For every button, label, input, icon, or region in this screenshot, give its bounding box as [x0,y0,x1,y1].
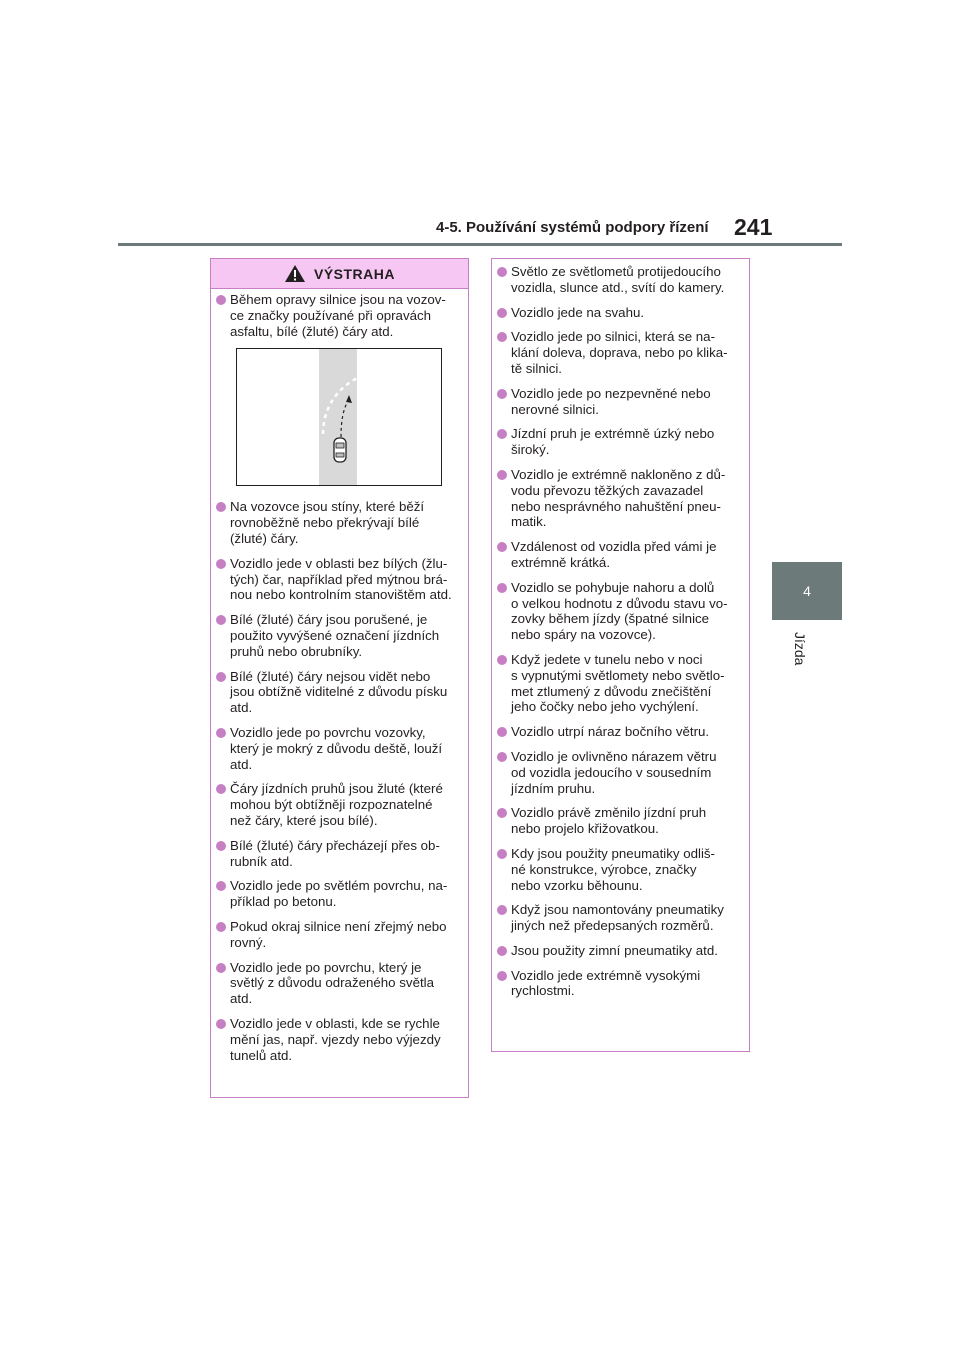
bullet-icon [497,470,507,480]
list-item [497,329,744,376]
list-item-text: Když jedete v tunelu nebo v noci s vypnutými světlomety nebo světlo- met ztlumený z důvodu znečištění jeho čočky nebo jeho vychýlení. [511,651,725,715]
chapter-tab [772,562,842,620]
list-item-text: Vozidlo jede na svahu. [511,304,645,320]
list-item [216,612,463,659]
bullet-icon [216,841,226,851]
list-item-text: Kdy jsou použity pneumatiky odliš- né konstrukce, výrobce, značky nebo vzorku běhounu. [511,845,715,893]
list-item-text: Vozidlo právě změnilo jízdní pruh nebo projelo křižovatkou. [511,805,707,837]
list-item [497,580,744,643]
list-item [497,724,744,740]
list-item [497,902,744,934]
list-item [497,386,744,418]
list-item [497,943,744,959]
list-item-text: Vozidlo je extrémně nakloněno z dů- vodu převozu těžkých zavazadel nebo nesprávného nahuštění pneu- matik. [511,466,726,530]
list-item-text: Vozidlo jede po světlém povrchu, na- příklad po betonu. [230,878,448,910]
list-item [497,305,744,321]
warning-list-right [492,259,749,999]
warning-list [211,289,468,339]
list-item [216,781,463,828]
bullet-icon [216,784,226,794]
list-item [216,919,463,951]
list-item [216,838,463,870]
list-item [216,725,463,772]
bullet-icon [216,922,226,932]
bullet-icon [497,905,507,915]
list-item [216,499,463,546]
bullet-icon [497,849,507,859]
bullet-icon [497,752,507,762]
bullet-icon [216,615,226,625]
bullet-icon [216,559,226,569]
list-item [216,556,463,603]
bullet-icon [497,267,507,277]
warning-box [210,258,469,1098]
list-item [216,292,463,339]
list-item [216,960,463,1007]
bullet-icon [216,502,226,512]
list-item-text: Během opravy silnice jsou na vozov- ce značky používané při opravách asfaltu, bílé (žluté) čáry atd. [230,292,446,339]
bullet-icon [216,672,226,682]
list-item [216,669,463,716]
list-item-text: Pokud okraj silnice není zřejmý nebo rovný. [230,918,447,950]
lane-change-diagram [237,349,441,485]
list-item-text: Jízdní pruh je extrémně úzký nebo široký. [511,426,715,458]
list-item [497,846,744,893]
list-item-text: Vozidlo se pohybuje nahoru a dolů o velkou hodnotu z důvodu stavu vo- zovky během jízdy (špatné silnice nebo spáry na vozovce). [511,579,728,643]
warning-title: VÝSTRAHA [313,265,395,282]
bullet-icon [497,583,507,593]
chapter-label: Jízda [792,632,808,666]
bullet-icon [497,808,507,818]
list-item [497,805,744,837]
list-item [497,539,744,571]
bullet-icon [497,332,507,342]
list-item-text: Když jsou namontovány pneumatiky jiných než předepsaných rozměrů. [511,902,724,934]
bullet-icon [216,728,226,738]
bullet-icon [216,963,226,973]
list-item [497,652,744,715]
section-title: 4-5. Používání systémů podpory řízení [436,219,709,236]
list-item [497,264,744,296]
warning-header [211,259,468,289]
list-item-text: Vozidlo jede extrémně vysokými rychlostmi. [511,967,701,999]
list-item [216,1016,463,1063]
list-item-text: Na vozovce jsou stíny, které běží rovnoběžně nebo překrývají bílé (žluté) čáry. [230,499,425,546]
list-item [497,749,744,796]
bullet-icon [497,727,507,737]
list-item-text: Bílé (žluté) čáry přecházejí přes ob- rubník atd. [230,837,440,869]
list-item-text: Vozidlo jede po povrchu, který je světlý z důvodu odraženého světla atd. [230,959,435,1007]
list-item [497,467,744,530]
road-marking-illustration [236,348,442,486]
warning-box-continued [491,258,750,1052]
list-item-text: Světlo ze světlometů protijedoucího vozidla, slunce atd., svítí do kamery. [511,264,725,295]
warning-list-continued [211,496,468,1063]
list-item-text: Vzdálenost od vozidla před vámi je extrémně krátká. [511,539,717,570]
bullet-icon [216,881,226,891]
bullet-icon [216,1019,226,1029]
list-item-text: Vozidlo jede po nezpevněné nebo nerovné silnici. [511,385,711,417]
page-number: 241 [734,214,773,240]
bullet-icon [216,295,226,305]
list-item-text: Vozidlo jede po silnici, která se na- klání doleva, doprava, nebo po klika- tě silnici. [511,329,728,376]
bullet-icon [497,542,507,552]
bullet-icon [497,655,507,665]
bullet-icon [497,971,507,981]
list-item-text: Vozidlo jede po povrchu vozovky, který je mokrý z důvodu deště, louží atd. [230,724,443,772]
bullet-icon [497,308,507,318]
list-item-text: Bílé (žluté) čáry jsou porušené, je použito vyvýšené označení jízdních pruhů nebo obrubníky. [230,612,440,659]
list-item [216,878,463,910]
list-item [497,426,744,458]
header-rule [118,243,842,246]
list-item-text: Jsou použity zimní pneumatiky atd. [511,942,718,958]
warning-triangle-icon [284,264,306,283]
list-item-text: Vozidlo jede v oblasti, kde se rychle mění jas, např. vjezdy nebo výjezdy tunelů atd. [230,1015,441,1063]
list-item-text: Bílé (žluté) čáry nejsou vidět nebo jsou obtížně viditelné z důvodu písku atd. [230,668,448,716]
bullet-icon [497,946,507,956]
list-item-text: Vozidlo je ovlivněno nárazem větru od vozidla jedoucího v sousedním jízdním pruhu. [511,748,717,796]
chapter-number: 4 [803,583,811,599]
bullet-icon [497,389,507,399]
bullet-icon [497,429,507,439]
list-item-text: Čáry jízdních pruhů jsou žluté (které mohou být obtížněji rozpoznatelné než čáry, které jsou bílé). [230,781,443,828]
list-item [497,968,744,1000]
list-item-text: Vozidlo utrpí náraz bočního větru. [511,724,710,740]
list-item-text: Vozidlo jede v oblasti bez bílých (žlu- tých) čar, například před mýtnou brá- nou nebo kontrolním stanovištěm atd. [230,555,452,603]
